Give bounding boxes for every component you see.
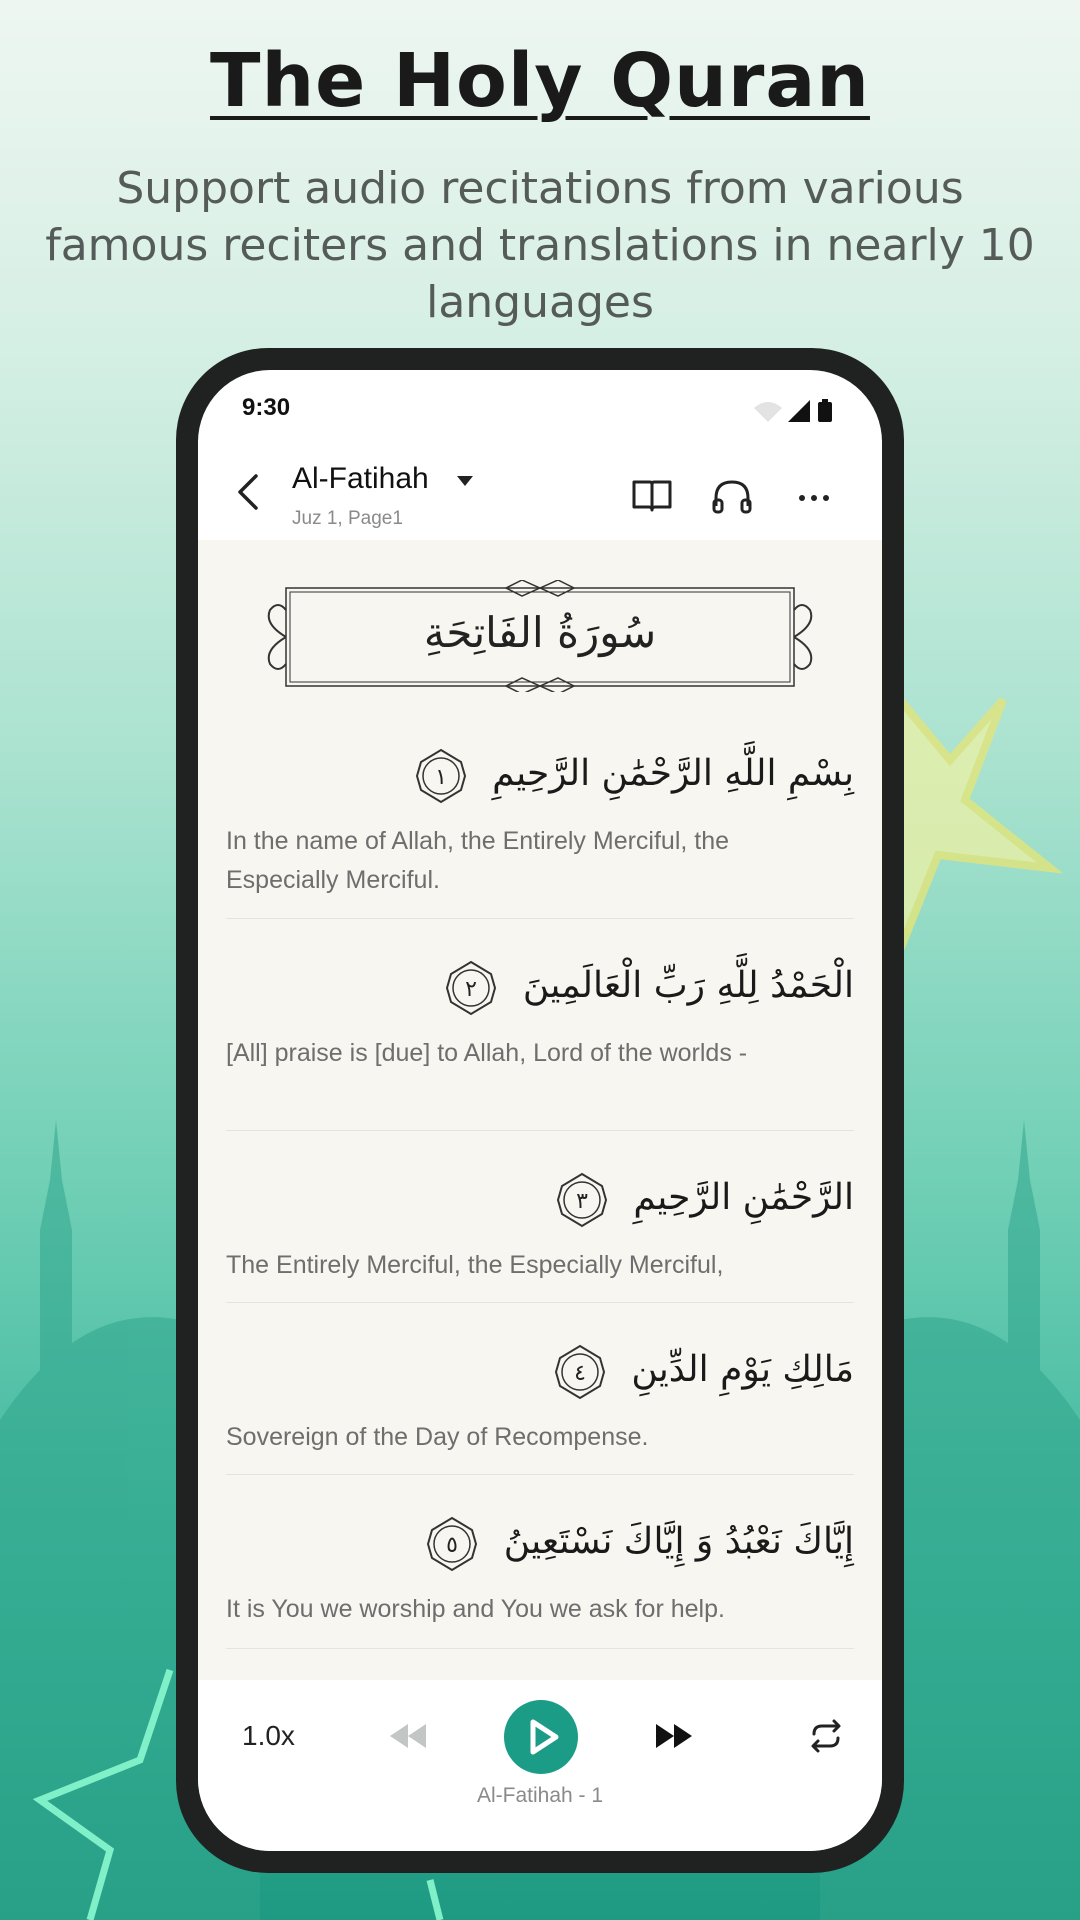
verse-translation: [All] praise is [due] to Allah, Lord of the worlds - — [226, 1039, 748, 1067]
fast-forward-icon[interactable] — [654, 1722, 694, 1750]
battery-icon — [818, 402, 832, 422]
verse-arabic: الرَّحْمَٰنِ الرَّحِيمِ ٣ — [556, 1168, 854, 1228]
verse-divider — [226, 1648, 854, 1649]
verse-translation: It is You we worship and You we ask for help. — [226, 1595, 725, 1623]
verse-translation: The Entirely Merciful, the Especially Merciful, — [226, 1251, 724, 1279]
verse-translation: In the name of Allah, the Entirely Merciful, the Especially Merciful. — [226, 827, 730, 894]
playback-speed-button[interactable]: 1.0x — [242, 1720, 295, 1751]
app-header — [198, 440, 882, 540]
verse-number: ٤ — [573, 1361, 586, 1386]
rewind-icon[interactable] — [388, 1722, 428, 1750]
verse-arabic: بِسْمِ اللَّهِ الرَّحْمَٰنِ الرَّحِيمِ ١ — [415, 744, 854, 804]
surah-title[interactable]: Al-Fatihah — [292, 462, 429, 495]
surah-banner — [256, 580, 824, 692]
play-icon[interactable] — [504, 1700, 578, 1774]
verse-number: ٣ — [575, 1189, 588, 1214]
headphones-icon[interactable] — [710, 476, 754, 516]
verse-divider — [226, 918, 854, 919]
verse-number-marker — [554, 1344, 606, 1400]
juz-page-label: Juz 1, Page1 — [292, 508, 403, 529]
verse-number-marker — [426, 1516, 478, 1572]
back-icon[interactable] — [230, 470, 266, 514]
status-time: 9:30 — [242, 394, 291, 421]
verse-number-marker — [556, 1172, 608, 1228]
caret-down-icon[interactable] — [456, 474, 474, 488]
phone-frame — [176, 348, 904, 1873]
verse-arabic: إِيَّاكَ نَعْبُدُ وَ إِيَّاكَ نَسْتَعِينُ ٥ — [426, 1512, 854, 1572]
verse-number: ٢ — [465, 977, 478, 1002]
book-icon[interactable] — [630, 476, 674, 516]
quran-page — [198, 540, 882, 1680]
repeat-icon[interactable] — [808, 1718, 844, 1754]
verse-divider — [226, 1474, 854, 1475]
status-bar — [198, 370, 882, 440]
phone-screen — [198, 370, 882, 1851]
verse-divider — [226, 1130, 854, 1131]
verse-arabic: مَالِكِ يَوْمِ الدِّينِ ٤ — [554, 1340, 854, 1400]
verse-number-marker — [445, 960, 497, 1016]
promo-subtitle: Support audio recitations from various famous reciters and translations in nearly 10 languages — [45, 163, 1035, 328]
now-playing-label: Al-Fatihah - 1 — [476, 1784, 604, 1807]
status-icons — [752, 398, 842, 424]
wifi-icon — [754, 402, 782, 422]
verse-number: ٥ — [446, 1533, 459, 1558]
verse-number-marker — [415, 748, 467, 804]
signal-icon — [788, 400, 810, 422]
audio-player — [198, 1680, 882, 1851]
verse-arabic: الْحَمْدُ لِلَّهِ رَبِّ الْعَالَمِينَ ٢ — [445, 956, 854, 1016]
verse-divider — [226, 1302, 854, 1303]
surah-banner-title: سُورَةُ الفَاتِحَةِ — [423, 608, 657, 657]
promo-title: The Holy Quran — [210, 38, 870, 124]
verse-number: ١ — [434, 765, 447, 790]
more-icon[interactable] — [792, 476, 836, 516]
verse-translation: Sovereign of the Day of Recompense. — [226, 1423, 649, 1451]
